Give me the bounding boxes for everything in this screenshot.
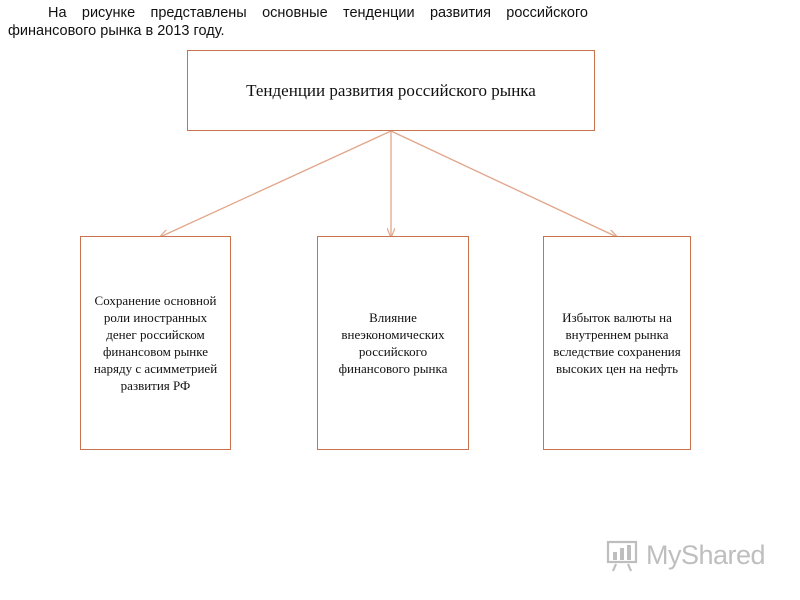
watermark-logo <box>606 537 765 573</box>
connector-arrow-left <box>160 131 391 237</box>
child-node-label: Сохранение основной роли иностранных денег российском финансовом рынке наряду с асимметрией развития РФ <box>93 293 218 393</box>
connector-arrow-right <box>391 131 617 237</box>
watermark-text: MyShared <box>646 539 766 570</box>
bar-chart-icon <box>606 538 640 572</box>
child-node-currency-surplus <box>543 236 691 450</box>
child-node-foreign-money <box>80 236 231 450</box>
child-node-non-economic-influence <box>317 236 469 450</box>
child-node-label: Влияние внеэкономических российского финансового рынка <box>338 310 448 376</box>
root-node-label: Тенденции развития российского рынка <box>246 80 536 100</box>
caption-text: На рисунке представлены основные тенденции развития российского финансового рынка в 2013 году. <box>8 5 588 39</box>
root-node <box>187 50 595 131</box>
child-node-label: Избыток валюты на внутреннем рынка вследствие сохранения высоких цен на нефть <box>553 310 681 376</box>
